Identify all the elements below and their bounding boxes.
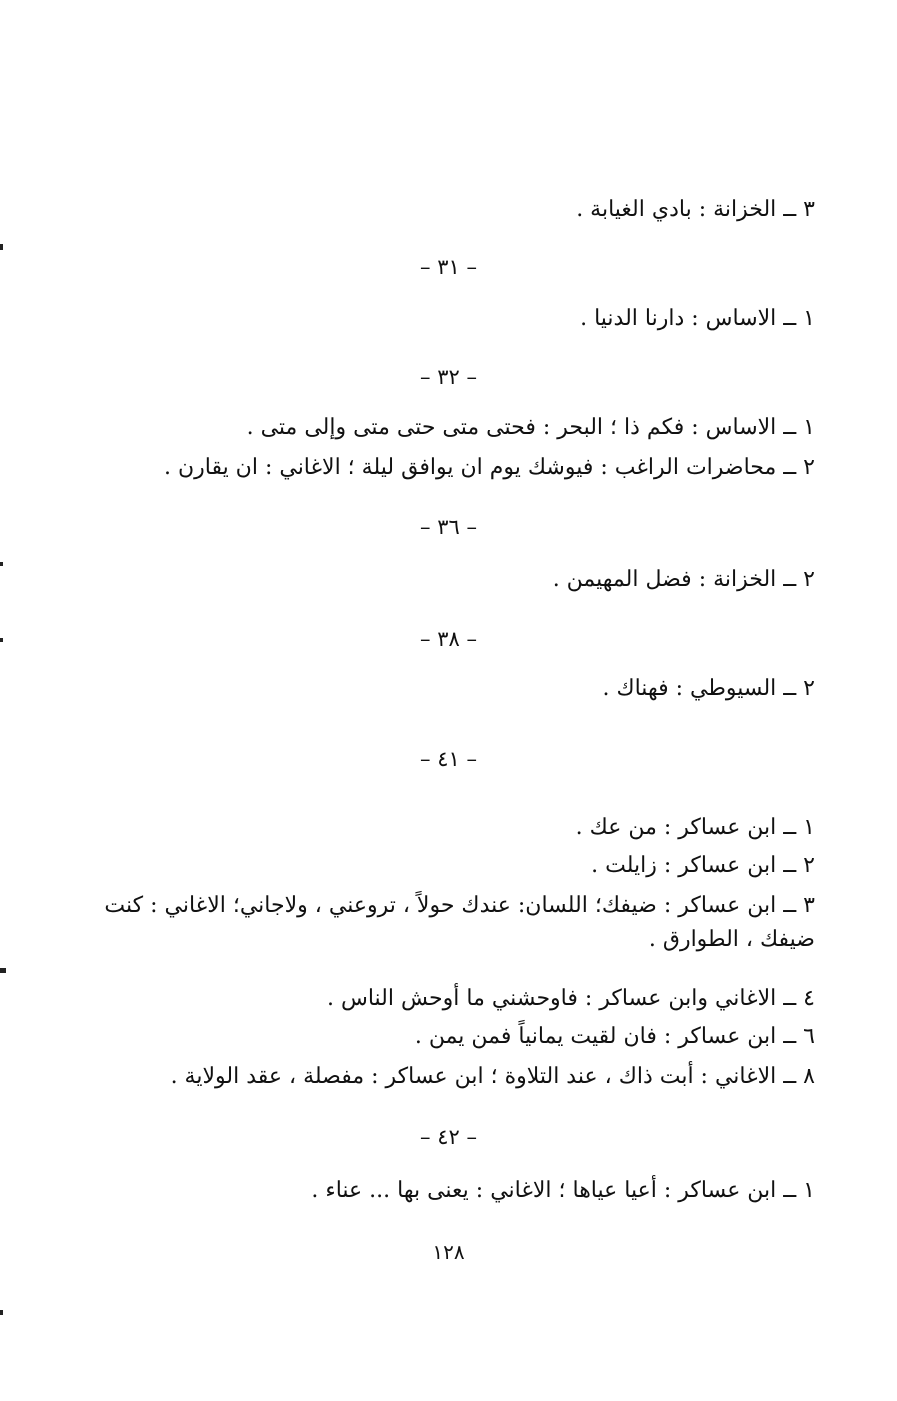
scan-speck [0,1310,3,1315]
note-line: ٢ ــ ابن عساكر : زايلت . [591,853,815,878]
section-number: – ٤١ – [420,747,477,771]
scan-speck [0,244,3,250]
section-number: – ٣١ – [420,255,477,279]
scan-speck [0,562,3,566]
note-line: ٢ ــ السيوطي : فهناك . [602,676,815,701]
section-number: – ٣٨ – [420,627,477,651]
section-number: – ٣٢ – [420,365,477,389]
scan-speck [0,968,6,973]
note-line: ١ ــ الاساس : فكم ذا ؛ البحر : فحتى متى حتى متى وإلى متى . [246,415,815,440]
note-line: ٢ ــ محاضرات الراغب : فيوشك يوم ان يوافق ليلة ؛ الاغاني : ان يقارن . [163,455,815,480]
page-number: ١٢٨ [432,1240,465,1264]
note-line: ١ ــ الاساس : دارنا الدنيا . [580,306,815,331]
scan-speck [0,638,3,642]
note-line: ٣ ــ الخزانة : بادي الغيابة . [576,197,815,222]
note-line: ٨ ــ الاغاني : أبت ذاك ، عند التلاوة ؛ ابن عساكر : مفصلة ، عقد الولاية . [170,1064,815,1089]
note-line: ٢ ــ الخزانة : فضل المهيمن . [552,567,815,592]
note-line: ٦ ــ ابن عساكر : فان لقيت يمانياً فمن يمن . [414,1024,815,1049]
section-number: – ٣٦ – [420,515,477,539]
section-number: – ٤٢ – [420,1125,477,1149]
note-line: ١ ــ ابن عساكر : أعيا عياها ؛ الاغاني : يعنى بها ... عناء . [311,1178,815,1203]
note-line: ٣ ــ ابن عساكر : ضيفك؛ اللسان: عندك حولاً ، تروعني ، ولاجاني؛ الاغاني : كنت ضيفك ، الطوارق . [104,893,815,952]
note-line: ٤ ــ الاغاني وابن عساكر : فاوحشني ما أوحش الناس . [327,986,815,1011]
note-line: ١ ــ ابن عساكر : من عك . [575,815,815,840]
